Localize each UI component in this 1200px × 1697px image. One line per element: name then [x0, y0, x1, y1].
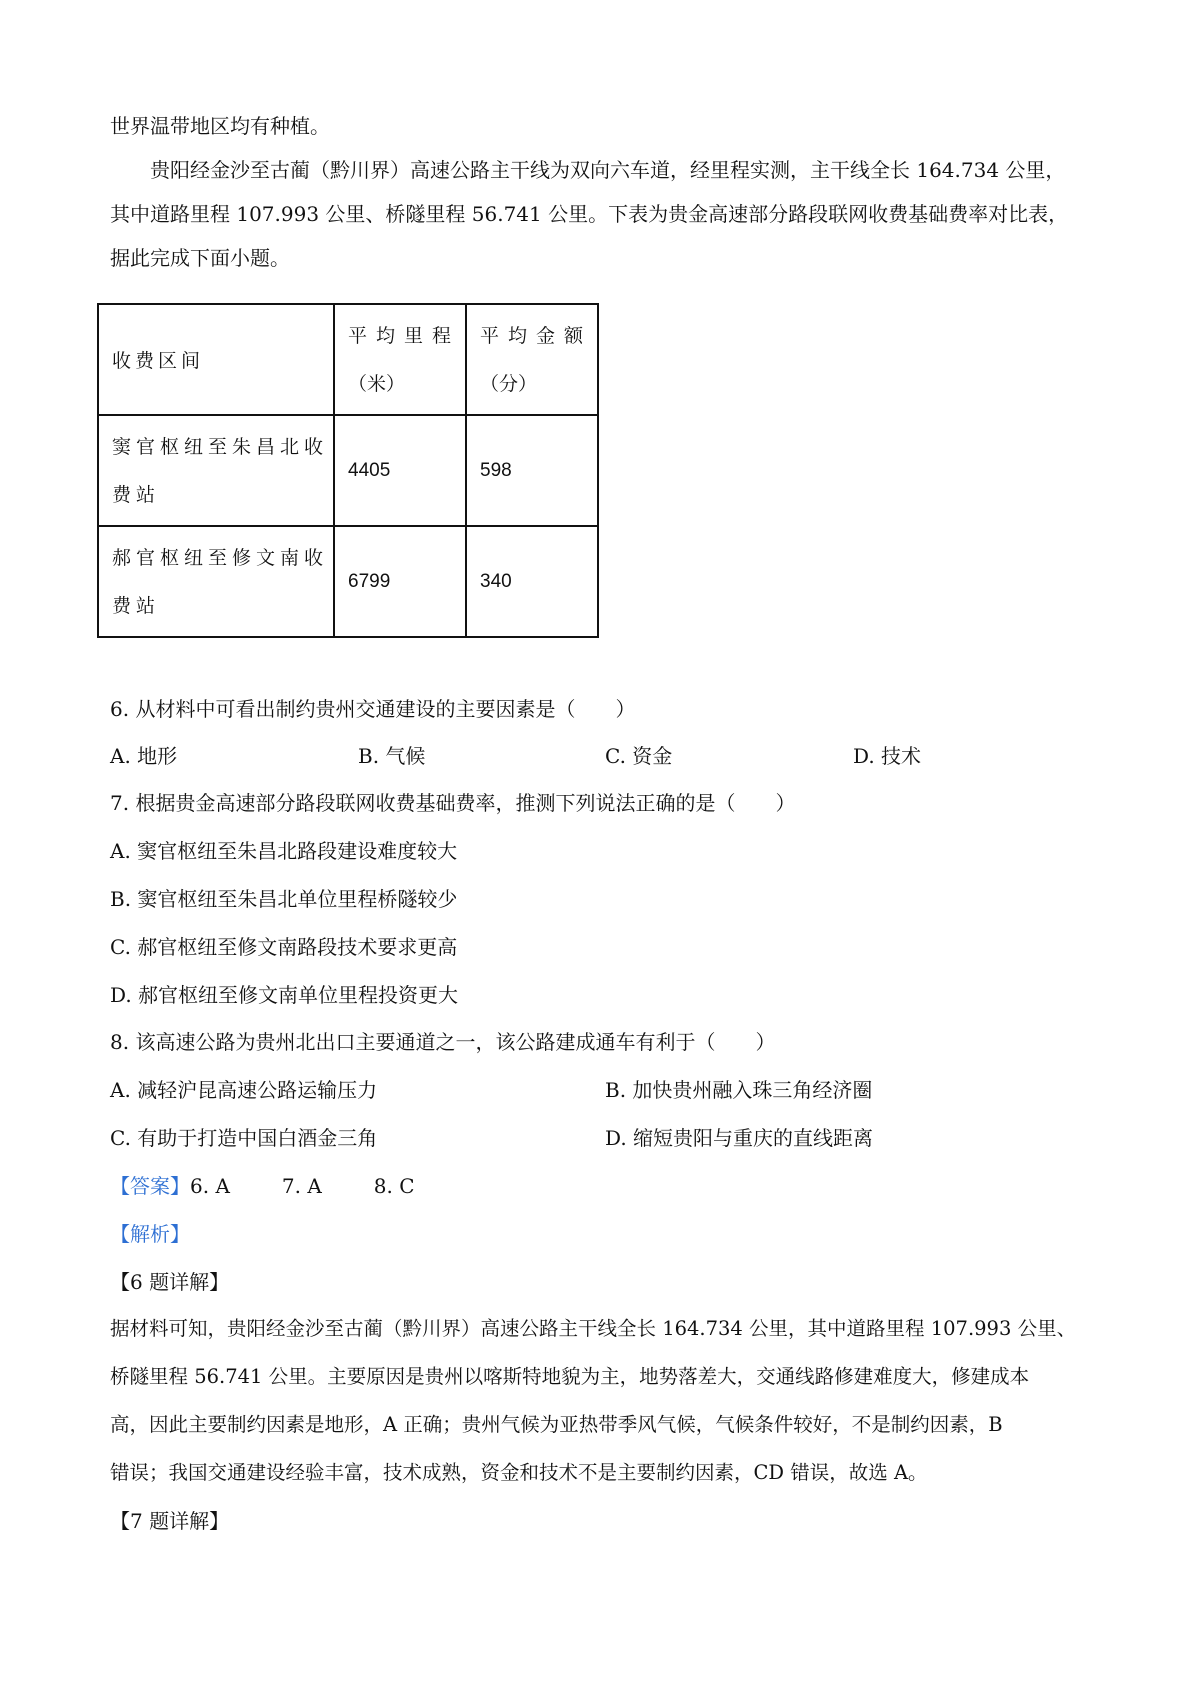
- intro-line-2: 其中道路里程 107.993 公里、桥隧里程 56.741 公里。下表为贵金高速部分路段联网收费基础费率对比表，: [110, 202, 1069, 226]
- answer-line: [110, 1172, 415, 1200]
- toll-rate-table: [97, 303, 599, 638]
- q6-detail-line-4: 错误；我国交通建设经验丰富，技术成熟，资金和技术不是主要制约因素，CD 错误，故选 A。: [110, 1461, 928, 1484]
- answer-label: 【答案】: [110, 1174, 190, 1198]
- header-avg-amount: 平均金额 （分）: [466, 304, 598, 415]
- answer-8: 8. C: [373, 1174, 415, 1198]
- q6-option-a: A. 地形: [110, 744, 178, 768]
- q7-detail-title: 【7 题详解】: [110, 1509, 230, 1533]
- table-row: [98, 526, 598, 637]
- row-avg-amount: 598: [466, 415, 598, 526]
- q6-option-b: B. 气候: [358, 744, 426, 768]
- intro-line-0: 世界温带地区均有种植。: [110, 114, 330, 138]
- header-avg-distance: 平均里程 （米）: [334, 304, 466, 415]
- row-section: 郝官枢纽至修文南收 费站: [98, 526, 334, 637]
- q7-option-b: B. 窦官枢纽至朱昌北单位里程桥隧较少: [110, 887, 458, 911]
- answer-7: 7. A: [281, 1174, 322, 1198]
- table-row: [98, 415, 598, 526]
- q6-option-d: D. 技术: [853, 744, 922, 768]
- intro-line-3: 据此完成下面小题。: [110, 246, 290, 270]
- q8-option-d: D. 缩短贵阳与重庆的直线距离: [605, 1126, 874, 1150]
- row-section: 窦官枢纽至朱昌北收 费站: [98, 415, 334, 526]
- q6-detail-line-1: 据材料可知，贵阳经金沙至古蔺（黔川界）高速公路主干线全长 164.734 公里，其中道路里程 107.993 公里、: [110, 1317, 1077, 1340]
- q6-detail-title: 【6 题详解】: [110, 1270, 230, 1294]
- q6-option-c: C. 资金: [605, 744, 673, 768]
- row-avg-distance: 6799: [334, 526, 466, 637]
- question-6-stem: 6. 从材料中可看出制约贵州交通建设的主要因素是（ ）: [110, 697, 636, 721]
- answer-6: 6. A: [190, 1174, 230, 1198]
- row-avg-distance: 4405: [334, 415, 466, 526]
- q8-option-c: C. 有助于打造中国白酒金三角: [110, 1126, 378, 1150]
- q6-detail-line-2: 桥隧里程 56.741 公里。主要原因是贵州以喀斯特地貌为主，地势落差大，交通线路修建难度大，修建成本: [110, 1365, 1030, 1388]
- row-avg-amount: 340: [466, 526, 598, 637]
- q7-option-d: D. 郝官枢纽至修文南单位里程投资更大: [110, 983, 459, 1007]
- q7-option-a: A. 窦官枢纽至朱昌北路段建设难度较大: [110, 839, 458, 863]
- question-8-stem: 8. 该高速公路为贵州北出口主要通道之一，该公路建成通车有利于（ ）: [110, 1030, 776, 1054]
- q8-option-b: B. 加快贵州融入珠三角经济圈: [605, 1078, 873, 1102]
- intro-line-1: 贵阳经金沙至古蔺（黔川界）高速公路主干线为双向六车道，经里程实测，主干线全长 164.734 公里，: [150, 158, 1066, 182]
- q8-option-a: A. 减轻沪昆高速公路运输压力: [110, 1078, 378, 1102]
- q6-detail-line-3: 高，因此主要制约因素是地形，A 正确；贵州气候为亚热带季风气候，气候条件较好，不是制约因素，B: [110, 1413, 1003, 1436]
- table-header-row: [98, 304, 598, 415]
- analysis-label: 【解析】: [110, 1222, 190, 1246]
- question-7-stem: 7. 根据贵金高速部分路段联网收费基础费率，推测下列说法正确的是（ ）: [110, 791, 796, 815]
- q7-option-c: C. 郝官枢纽至修文南路段技术要求更高: [110, 935, 458, 959]
- header-section: 收费区间: [98, 304, 334, 415]
